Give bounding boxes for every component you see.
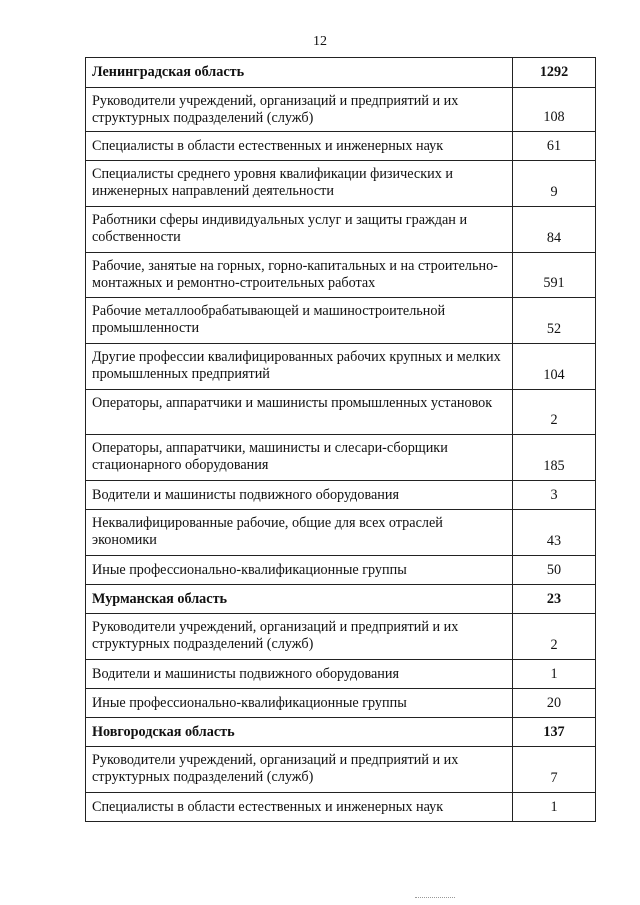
- occupation-group-count: 185: [513, 435, 596, 481]
- occupation-group-name: Специалисты в области естественных и инженерных наук: [86, 132, 513, 161]
- occupation-group-count: 1: [513, 793, 596, 822]
- occupation-group-name: Неквалифицированные рабочие, общие для всех отраслей экономики: [86, 510, 513, 556]
- table-row: [86, 660, 596, 689]
- table-row: [86, 435, 596, 481]
- occupation-group-name: Водители и машинисты подвижного оборудования: [86, 481, 513, 510]
- region-name: Ленинградская область: [86, 58, 513, 88]
- occupation-group-count: 591: [513, 253, 596, 298]
- occupation-group-count: 2: [513, 614, 596, 660]
- occupation-group-name: Рабочие металлообрабатывающей и машиностроительной промышленности: [86, 298, 513, 344]
- occupation-group-count: 9: [513, 161, 596, 207]
- occupation-group-count: 2: [513, 390, 596, 435]
- occupation-group-count: 1: [513, 660, 596, 689]
- occupation-group-count: 61: [513, 132, 596, 161]
- table-row: [86, 556, 596, 585]
- occupation-group-count: 84: [513, 207, 596, 253]
- table-row: [86, 298, 596, 344]
- occupation-group-name: Специалисты в области естественных и инженерных наук: [86, 793, 513, 822]
- table-row: [86, 793, 596, 822]
- scan-artifact: [415, 897, 455, 900]
- occupation-group-count: 52: [513, 298, 596, 344]
- table-row: [86, 88, 596, 132]
- occupation-group-name: Рабочие, занятые на горных, горно-капитальных и на строительно-монтажных и ремонтно-строительных работах: [86, 253, 513, 298]
- table-body: [86, 58, 596, 822]
- table-row: [86, 481, 596, 510]
- occupation-group-count: 7: [513, 747, 596, 793]
- region-total: 137: [513, 718, 596, 747]
- occupation-group-count: 108: [513, 88, 596, 132]
- table-row: [86, 161, 596, 207]
- occupation-group-count: 50: [513, 556, 596, 585]
- region-row: [86, 585, 596, 614]
- page-number: 12: [313, 34, 327, 49]
- occupation-group-count: 20: [513, 689, 596, 718]
- region-total: 23: [513, 585, 596, 614]
- table-row: [86, 344, 596, 390]
- occupation-group-name: Иные профессионально-квалификационные группы: [86, 556, 513, 585]
- table-row: [86, 207, 596, 253]
- occupation-group-count: 3: [513, 481, 596, 510]
- region-row: [86, 58, 596, 88]
- table-row: [86, 390, 596, 435]
- occupation-group-name: Руководители учреждений, организаций и предприятий и их структурных подразделений (служб): [86, 614, 513, 660]
- occupation-group-name: Специалисты среднего уровня квалификации физических и инженерных направлений деятельности: [86, 161, 513, 207]
- table-row: [86, 132, 596, 161]
- region-row: [86, 718, 596, 747]
- table-row: [86, 510, 596, 556]
- occupation-group-name: Операторы, аппаратчики и машинисты промышленных установок: [86, 390, 513, 435]
- occupation-group-name: Водители и машинисты подвижного оборудования: [86, 660, 513, 689]
- table-row: [86, 253, 596, 298]
- occupation-group-name: Другие профессии квалифицированных рабочих крупных и мелких промышленных предприятий: [86, 344, 513, 390]
- occupation-group-count: 43: [513, 510, 596, 556]
- occupation-group-name: Руководители учреждений, организаций и предприятий и их структурных подразделений (служб): [86, 747, 513, 793]
- region-total: 1292: [513, 58, 596, 88]
- occupation-group-count: 104: [513, 344, 596, 390]
- occupation-group-name: Руководители учреждений, организаций и предприятий и их структурных подразделений (служб): [86, 88, 513, 132]
- occupation-group-name: Работники сферы индивидуальных услуг и защиты граждан и собственности: [86, 207, 513, 253]
- table-row: [86, 747, 596, 793]
- table-row: [86, 614, 596, 660]
- occupation-group-name: Иные профессионально-квалификационные группы: [86, 689, 513, 718]
- table-row: [86, 689, 596, 718]
- region-name: Мурманская область: [86, 585, 513, 614]
- occupation-group-name: Операторы, аппаратчики, машинисты и слесари-сборщики стационарного оборудования: [86, 435, 513, 481]
- region-name: Новгородская область: [86, 718, 513, 747]
- data-table: [85, 57, 596, 822]
